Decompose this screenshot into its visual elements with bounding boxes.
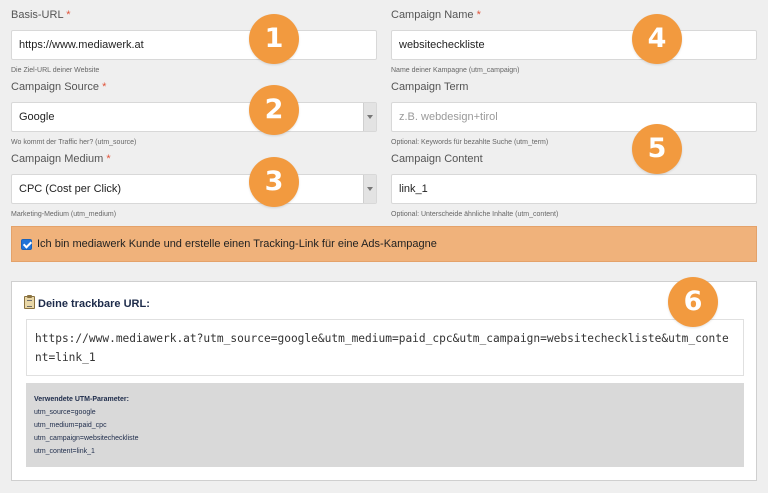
chevron-down-icon[interactable] — [363, 175, 376, 203]
campaign-medium-field — [11, 152, 377, 219]
trackable-url-output[interactable]: https://www.mediawerk.at?utm_source=google&utm_medium=paid_cpc&utm_campaign=websitecheckliste&utm_content=link_1 — [26, 319, 744, 376]
campaign-source-hint: Wo kommt der Traffic her? (utm_source) — [11, 139, 137, 146]
utm-parameter-line: utm_content=link_1 — [34, 448, 95, 455]
campaign-source-value: Google — [19, 111, 55, 123]
step-badge-6: 6 — [668, 277, 718, 327]
campaign-content-input[interactable]: link_1 — [391, 174, 757, 204]
campaign-term-field — [391, 80, 757, 147]
step-badge-4: 4 — [632, 14, 682, 64]
step-badge-1: 1 — [249, 14, 299, 64]
basis-url-hint: Die Ziel-URL deiner Website — [11, 67, 100, 74]
ads-kunde-checkbox[interactable] — [21, 239, 32, 250]
campaign-name-label: Campaign Name * — [391, 9, 481, 21]
campaign-medium-value: CPC (Cost per Click) — [19, 183, 122, 195]
campaign-term-input[interactable]: z.B. webdesign+tirol — [391, 102, 757, 132]
ads-kunde-checkbox-label[interactable]: Ich bin mediawerk Kunde und erstelle einen Tracking-Link für eine Ads-Kampagne — [37, 238, 437, 250]
campaign-medium-hint: Marketing-Medium (utm_medium) — [11, 211, 117, 218]
campaign-source-select[interactable] — [11, 102, 377, 132]
utm-parameters-title: Verwendete UTM-Parameter: — [34, 396, 129, 403]
campaign-content-label: Campaign Content — [391, 153, 483, 165]
utm-parameter-line: utm_medium=paid_cpc — [34, 422, 107, 429]
campaign-source-label: Campaign Source * — [11, 81, 107, 93]
step-badge-2: 2 — [249, 85, 299, 135]
campaign-content-field — [391, 152, 757, 219]
basis-url-field — [11, 8, 377, 75]
basis-url-label: Basis-URL * — [11, 9, 71, 21]
step-badge-3: 3 — [249, 157, 299, 207]
campaign-content-hint: Optional: Unterscheide ähnliche Inhalte (utm_content) — [391, 211, 559, 218]
utm-parameters-panel — [26, 383, 744, 467]
campaign-medium-label: Campaign Medium * — [11, 153, 111, 165]
campaign-name-input[interactable]: websitecheckliste — [391, 30, 757, 60]
utm-parameter-line: utm_campaign=websitecheckliste — [34, 435, 139, 442]
campaign-name-field — [391, 8, 757, 75]
step-badge-5: 5 — [632, 124, 682, 174]
basis-url-input[interactable]: https://www.mediawerk.at — [11, 30, 377, 60]
campaign-source-field — [11, 80, 377, 147]
campaign-term-hint: Optional: Keywords für bezahlte Suche (utm_term) — [391, 139, 549, 146]
trackable-url-panel — [11, 281, 757, 481]
trackable-url-title: Deine trackbare URL: — [24, 296, 150, 311]
chevron-down-icon[interactable] — [363, 103, 376, 131]
utm-parameter-line: utm_source=google — [34, 409, 96, 416]
campaign-term-label: Campaign Term — [391, 81, 469, 93]
ads-kunde-checkbox-row[interactable] — [11, 226, 757, 262]
campaign-medium-select[interactable] — [11, 174, 377, 204]
clipboard-icon — [24, 296, 35, 309]
campaign-name-hint: Name deiner Kampagne (utm_campaign) — [391, 67, 520, 74]
